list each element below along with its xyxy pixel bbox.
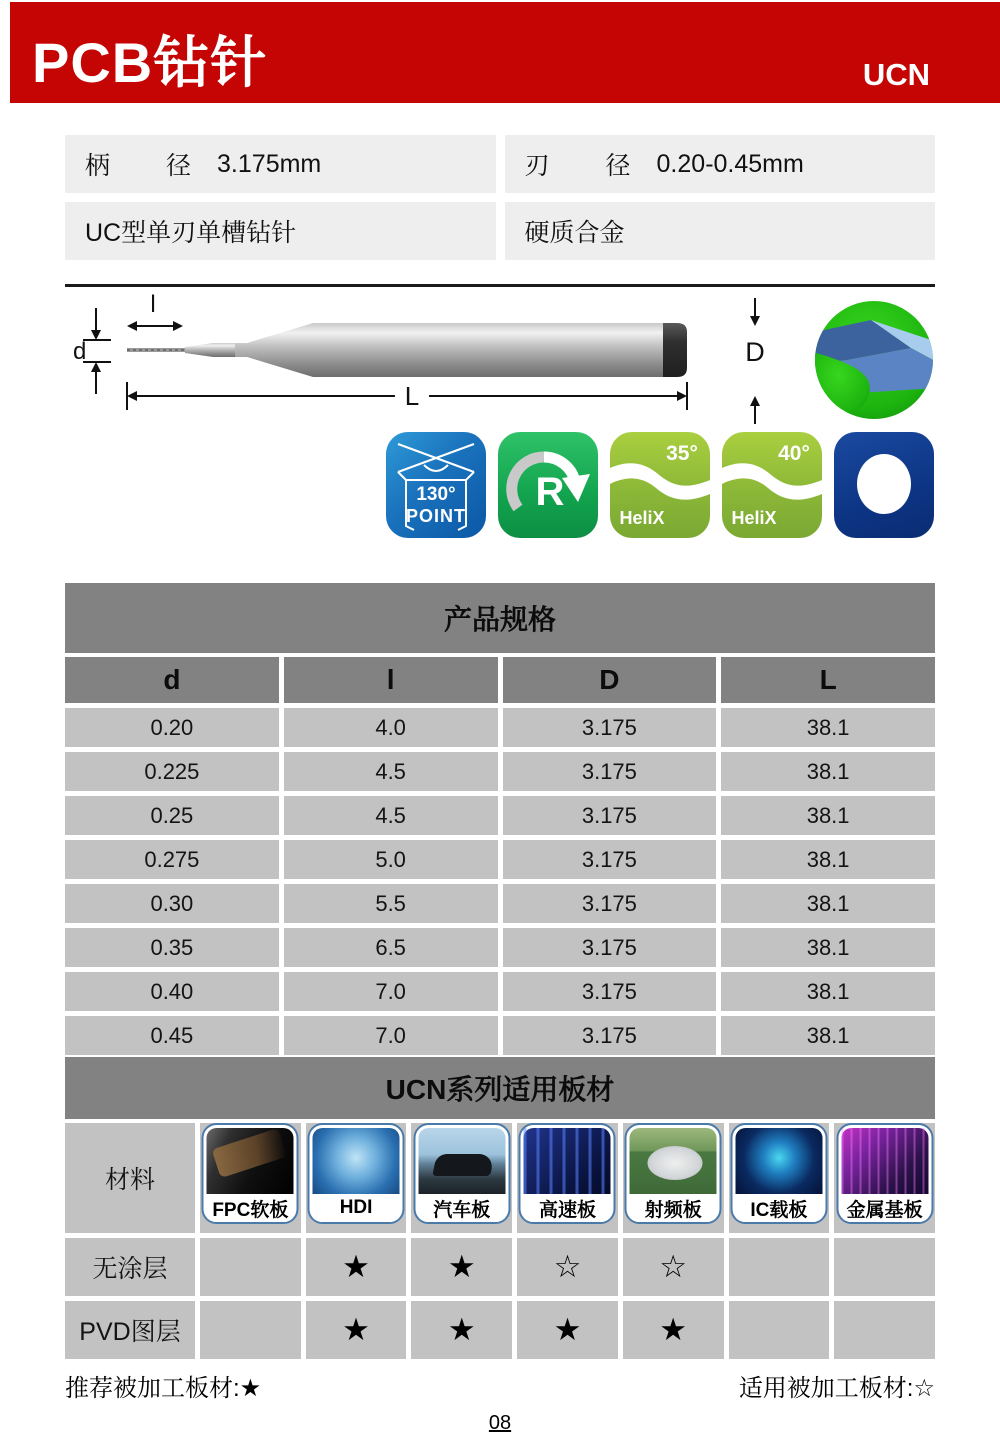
cell-L: 38.1 — [721, 972, 935, 1011]
point-label: POINT — [405, 506, 466, 526]
cell-d: 0.30 — [65, 884, 279, 923]
col-header-l: l — [284, 657, 498, 703]
cell-l: 4.0 — [284, 708, 498, 747]
cell-d: 0.45 — [65, 1016, 279, 1055]
coating-label: PVD图层 — [65, 1301, 195, 1359]
drill-drawing — [65, 292, 815, 430]
feature-badges — [386, 432, 934, 538]
dim-l-label: l — [150, 292, 156, 318]
coating-row-uncoated — [65, 1238, 935, 1296]
col-header-D: D — [503, 657, 717, 703]
cell-L: 38.1 — [721, 928, 935, 967]
automotive-board-image — [418, 1128, 505, 1194]
ring-badge — [834, 432, 934, 538]
material-cell-metal — [834, 1123, 935, 1233]
point-angle-value: 130° — [416, 484, 456, 505]
cell-L: 38.1 — [721, 752, 935, 791]
rating-star — [200, 1301, 301, 1359]
material-tile — [308, 1123, 405, 1224]
page-title: PCB钻针 — [32, 31, 268, 94]
cell-d: 0.275 — [65, 840, 279, 879]
material-name: FPC软板 — [207, 1194, 294, 1222]
table-row — [65, 972, 935, 1011]
rating-star — [834, 1238, 935, 1296]
material-tile — [202, 1123, 299, 1224]
blade-value: 0.20-0.45mm — [656, 149, 804, 178]
cell-D: 3.175 — [503, 708, 717, 747]
rotation-letter: R — [535, 470, 565, 514]
cell-D: 3.175 — [503, 840, 717, 879]
rating-star — [729, 1238, 830, 1296]
table-header-row — [65, 657, 935, 703]
section-divider — [65, 284, 935, 287]
top-specs — [65, 135, 935, 260]
rating-star — [834, 1301, 935, 1359]
material-name: 汽车板 — [418, 1194, 505, 1222]
table-row — [65, 884, 935, 923]
blade-diameter-cell — [505, 135, 936, 193]
cell-D: 3.175 — [503, 884, 717, 923]
cell-D: 3.175 — [503, 972, 717, 1011]
tool-type-cell — [65, 202, 496, 260]
materials-row — [65, 1123, 935, 1233]
cell-d: 0.25 — [65, 796, 279, 835]
material-cell-ic — [729, 1123, 830, 1233]
material-tile — [836, 1123, 933, 1224]
tool-material-cell — [505, 202, 936, 260]
cell-D: 3.175 — [503, 1016, 717, 1055]
cell-l: 7.0 — [284, 972, 498, 1011]
rating-star: ★ — [306, 1238, 407, 1296]
drill-shank-ring — [663, 323, 687, 377]
rating-star: ☆ — [517, 1238, 618, 1296]
metal-base-image — [841, 1128, 928, 1194]
tool-type: UC型单刃单槽钻针 — [85, 219, 297, 247]
table-row — [65, 1016, 935, 1055]
shank-label2: 径 — [166, 152, 192, 180]
ring-icon — [834, 432, 934, 538]
material-tile — [625, 1123, 722, 1224]
material-tile — [413, 1123, 510, 1224]
helix-label: HeliX — [731, 508, 777, 528]
cell-l: 6.5 — [284, 928, 498, 967]
rating-star: ★ — [623, 1301, 724, 1359]
ic-substrate-image — [735, 1128, 822, 1194]
rating-star — [200, 1238, 301, 1296]
rating-star: ★ — [306, 1301, 407, 1359]
table-row — [65, 796, 935, 835]
shank-diameter-cell — [65, 135, 496, 193]
materials-row-label: 材料 — [65, 1123, 195, 1233]
material-name: 金属基板 — [841, 1194, 928, 1222]
materials-section-title: UCN系列适用板材 — [65, 1057, 935, 1119]
tool-material: 硬质合金 — [524, 219, 625, 247]
cell-L: 38.1 — [721, 884, 935, 923]
cell-L: 38.1 — [721, 796, 935, 835]
dim-L-label: L — [404, 381, 420, 411]
coating-label: 无涂层 — [65, 1238, 195, 1296]
material-tile — [519, 1123, 616, 1224]
cell-L: 38.1 — [721, 1016, 935, 1055]
cell-L: 38.1 — [721, 708, 935, 747]
product-spec-table — [65, 583, 935, 1055]
series-code: UCN — [862, 57, 930, 92]
coating-row-pvd — [65, 1301, 935, 1359]
highspeed-board-image — [524, 1128, 611, 1194]
cell-D: 3.175 — [503, 752, 717, 791]
point-angle-badge — [386, 432, 486, 538]
material-name: HDI — [313, 1194, 400, 1222]
cell-l: 5.5 — [284, 884, 498, 923]
material-name: IC载板 — [735, 1194, 822, 1222]
material-cell-fpc — [200, 1123, 301, 1233]
table-row — [65, 840, 935, 879]
material-cell-automotive — [411, 1123, 512, 1233]
helix-label: HeliX — [619, 508, 665, 528]
helix-angle-value: 35° — [666, 442, 698, 465]
fpc-board-image — [207, 1128, 294, 1194]
material-cell-highspeed — [517, 1123, 618, 1233]
material-name: 高速板 — [524, 1194, 611, 1222]
shank-value: 3.175mm — [217, 149, 322, 178]
cell-l: 4.5 — [284, 752, 498, 791]
brand-logo — [813, 294, 935, 430]
rating-star: ★ — [411, 1238, 512, 1296]
drill-shank — [313, 323, 665, 377]
rating-star: ★ — [517, 1301, 618, 1359]
cell-d: 0.35 — [65, 928, 279, 967]
helix-40-badge — [722, 432, 822, 538]
col-header-d: d — [65, 657, 279, 703]
legend-applicable: 适用被加工板材:☆ — [738, 1375, 935, 1402]
material-cell-rf — [623, 1123, 724, 1233]
dim-d-label: d — [73, 338, 87, 365]
page-header — [10, 2, 1000, 103]
cell-l: 5.0 — [284, 840, 498, 879]
shank-label: 柄 — [85, 152, 111, 180]
cell-D: 3.175 — [503, 928, 717, 967]
legend-recommended: 推荐被加工板材:★ — [65, 1375, 262, 1402]
cell-d: 0.40 — [65, 972, 279, 1011]
rating-star: ☆ — [623, 1238, 724, 1296]
material-cell-hdi — [306, 1123, 407, 1233]
rotation-badge — [498, 432, 598, 538]
table-row — [65, 708, 935, 747]
cell-d: 0.20 — [65, 708, 279, 747]
helix-angle-value: 40° — [778, 442, 810, 465]
col-header-L: L — [721, 657, 935, 703]
page-number: 08 — [488, 1412, 512, 1434]
blade-label2: 径 — [605, 152, 631, 180]
cell-L: 38.1 — [721, 840, 935, 879]
rating-star — [729, 1301, 830, 1359]
table-title: 产品规格 — [65, 583, 935, 653]
blade-label: 刃 — [524, 152, 550, 180]
cell-D: 3.175 — [503, 796, 717, 835]
material-tile — [730, 1123, 827, 1224]
cell-d: 0.225 — [65, 752, 279, 791]
drill-diagram — [65, 292, 935, 430]
material-name: 射频板 — [630, 1194, 717, 1222]
table-row — [65, 752, 935, 791]
rating-star: ★ — [411, 1301, 512, 1359]
cell-l: 4.5 — [284, 796, 498, 835]
helix-35-badge — [610, 432, 710, 538]
cell-l: 7.0 — [284, 1016, 498, 1055]
table-row — [65, 928, 935, 967]
rf-board-image — [630, 1128, 717, 1194]
hdi-board-image — [313, 1128, 400, 1194]
dim-D-label: D — [745, 337, 765, 367]
